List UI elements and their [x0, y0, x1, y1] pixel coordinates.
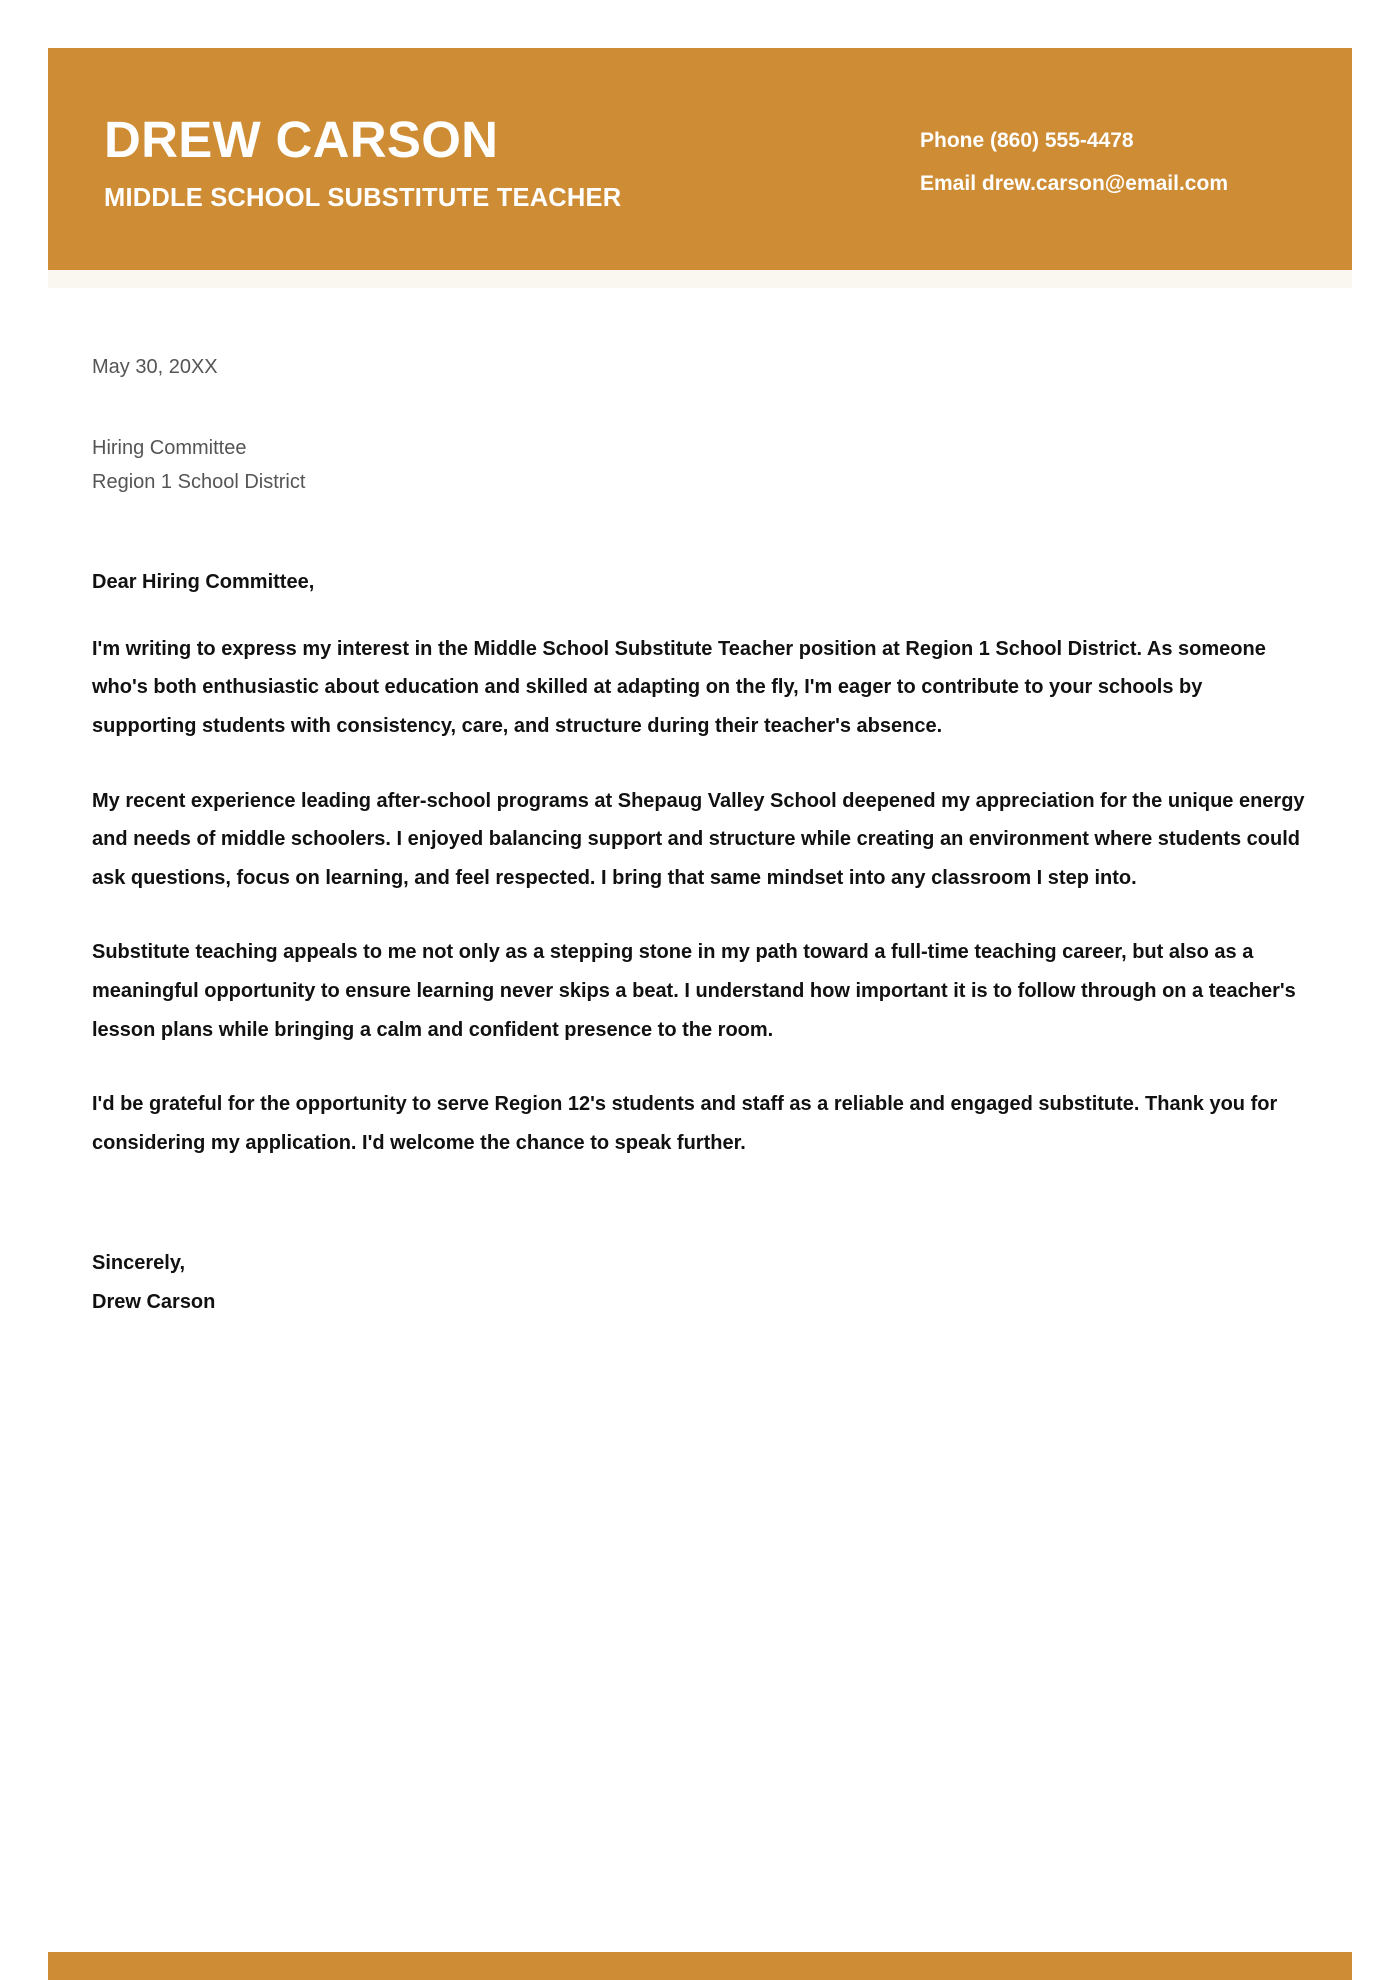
letter-paragraph-2: My recent experience leading after-school programs at Shepaug Valley School deepened my appreciation for the unique energy and needs of middle schoolers. I enjoyed balancing support and structure while creating an environment where students could ask questions, focus on learning, and feel respected. I bring that same mindset into any classroom I step into.: [92, 789, 1305, 889]
letter-paragraph-4: I'd be grateful for the opportunity to serve Region 12's students and staff as a reliable and engaged substitute. Thank you for considering my application. I'd welcome the chance to speak further.: [92, 1093, 1278, 1154]
header-underline-strip: [48, 270, 1352, 288]
header-content: [48, 48, 1352, 270]
letter-paragraph-1: I'm writing to express my interest in the Middle School Substitute Teacher position at Region 1 School District. As someone who's both enthusiastic about education and skilled at adapting on the fly, I'm eager to contribute to your schools by supporting students with consistency, care, and structure during their teacher's absence.: [92, 637, 1266, 737]
letter-body: [92, 355, 1308, 1322]
contact-phone: Phone (860) 555-4478: [920, 129, 1134, 152]
letter-paragraph-3: Substitute teaching appeals to me not only as a stepping stone in my path toward a full-time teaching career, but also as a meaningful opportunity to ensure learning never skips a beat. I understand how important it is to follow through on a teacher's lesson plans while bringing a calm and confident presence to the room.: [92, 941, 1296, 1041]
letter-salutation: Dear Hiring Committee,: [92, 570, 315, 593]
recipient-name: Hiring Committee: [92, 437, 247, 459]
contact-block: [920, 130, 1228, 194]
signature-block: [92, 1244, 1308, 1321]
header-banner: [48, 48, 1352, 270]
recipient-block: [92, 431, 1308, 500]
signature-name: Drew Carson: [92, 1290, 216, 1313]
applicant-job-title: MIDDLE SCHOOL SUBSTITUTE TEACHER: [104, 184, 622, 213]
contact-email: Email drew.carson@email.com: [920, 172, 1228, 195]
footer-accent-bar: [48, 1952, 1352, 1980]
letter-closing: Sincerely,: [92, 1252, 186, 1275]
applicant-name: DREW CARSON: [104, 111, 499, 168]
recipient-organization: Region 1 School District: [92, 471, 306, 494]
identity-block: [104, 111, 622, 213]
letter-date: May 30, 20XX: [92, 356, 218, 378]
